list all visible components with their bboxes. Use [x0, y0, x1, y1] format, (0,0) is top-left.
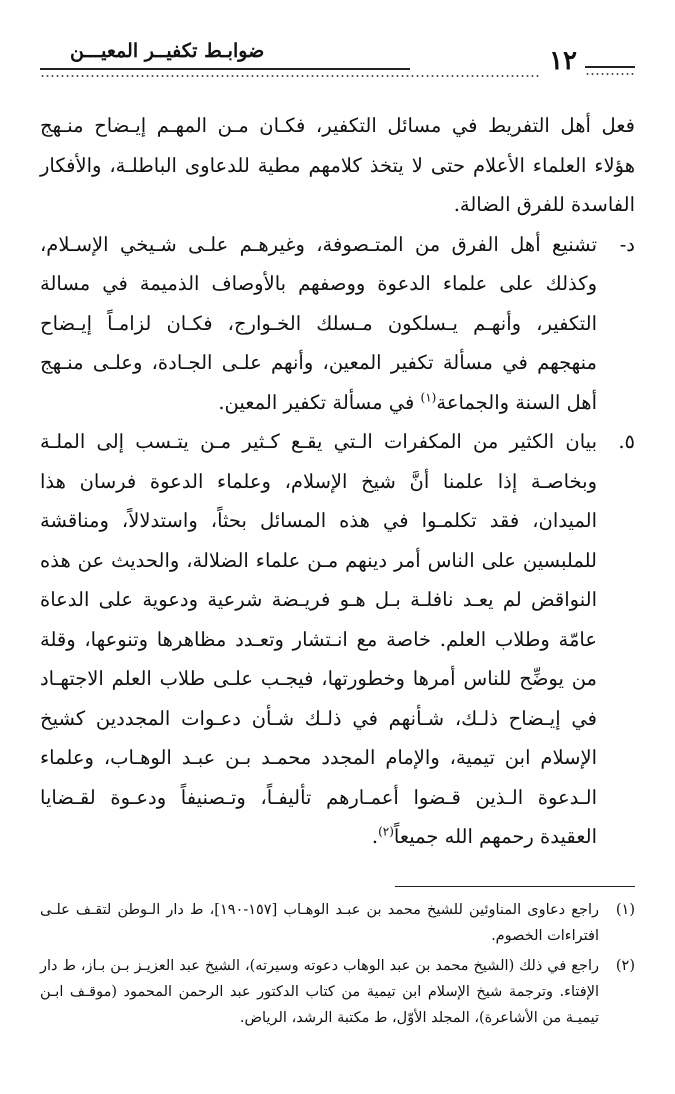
footnote-2	[40, 953, 635, 1031]
footnote-ref-2[interactable]: (٢)	[378, 824, 394, 839]
list-item-text	[40, 225, 597, 423]
footnotes	[40, 897, 635, 1035]
item-5-text: بيان الكثير من المكفرات الـتي يقـع كـثير مـن يتـسب إلى الملـة وبخاصـة إذا علمنا أنَّ شيخ الإسلام، وعلماء الدعوة فرسان هذا الميدان، فقد تكلمـوا في هذه المسائل بحثاً، واستدلالاً، ومناقشة للملبسين على الناس أمر دينهم مـن علماء الضلالة، والحديث عن هذه النواقض لم يعـد نافلـة بـل هـو فريـضة شرعية ودعوية على الدعاة عامّة وطلاب العلم. خاصة مع انـتشار وتعـدد مظاهرها وتنوعها، وقلة من يوضِّح للناس أمرها وخطورتها، فيجـب علـى طلاب العلم الاجتهـاد في إيـضاح ذلـك، شـأنهم في ذلـك شـأن دعـوات المجددين كشيخ الإسلام ابن تيمية، والإمام المجدد محمـد بـن عبـد الوهـاب، وعلماء الـدعوة الـذين قـضوا أعمـارهم تأليفـاً، وتـصنيفاً ودعـوة لقـضايا العقيدة رحمهم الله جميعاً	[40, 430, 597, 848]
item-5-text-end: .	[371, 825, 379, 848]
footnote-text: راجع دعاوى المناوئين للشيخ محمد بن عبـد الوهـاب [١٥٧-١٩٠]، ط دار الـوطن لتقـف علـى افتراءات الخصوم.	[40, 902, 599, 944]
item-d-text: تشنيع أهل الفرق من المتـصوفة، وغيرهـم علـى شـيخي الإسـلام، وكذلك على علماء الدعوة ووصفهم بالأوصاف الذميمة في مسالة التكفير، وأنهـم يـسلكون مـسلك الخـوارج، فكـان لزامـاً إيـضاح منهجهم في مسألة تكفير المعين، وأنهم علـى الجـادة، وعلـى منـهج أهل السنة والجماعة	[40, 232, 597, 414]
header-dotted-rule-right	[585, 72, 635, 76]
list-item-text	[40, 422, 597, 857]
list-marker: ٥.	[618, 430, 635, 453]
footnote-1	[40, 897, 635, 949]
page-number: ١٢	[549, 46, 577, 76]
footnote-number: (٢)	[615, 958, 635, 974]
header-rule-right	[585, 66, 635, 68]
list-item-d	[40, 225, 635, 423]
footnote-separator	[395, 886, 635, 887]
intro-paragraph: فعل أهل التفريط في مسائل التكفير، فكـان مـن المهـم إيـضاح منـهج هؤلاء العلماء الأعلام حتى لا يتخذ كلامهم مطية للدعاوى الباطلـة، والأفكار الفاسدة للفرق الضالة.	[40, 114, 635, 216]
item-d-text-end: في مسألة تكفير المعين.	[218, 390, 421, 414]
running-title: ضوابـط تكفيــر المعيـــن	[70, 40, 265, 62]
header-dotted-rule	[40, 74, 540, 78]
footnote-text: راجع في ذلك (الشيخ محمد بن عبد الوهاب دعوته وسيرته)، الشيخ عبد العزيـز بـن بـاز، ط دار الإفتاء. وترجمة شيخ الإسلام ابن تيمية من كتاب الدكتور عبد الرحمن المحمود (موقـف ابـن تيميـة من الأشاعرة)، المجلد الأوّل، ط مكتبة الرشد، الرياض.	[40, 958, 599, 1026]
footnote-number: (١)	[615, 902, 635, 918]
list-item-5	[40, 422, 635, 857]
main-text	[40, 106, 635, 857]
page-header	[40, 38, 635, 88]
list-marker: د-	[619, 232, 635, 256]
footnote-ref-1[interactable]: (١)	[420, 390, 437, 404]
header-rule	[40, 68, 410, 70]
